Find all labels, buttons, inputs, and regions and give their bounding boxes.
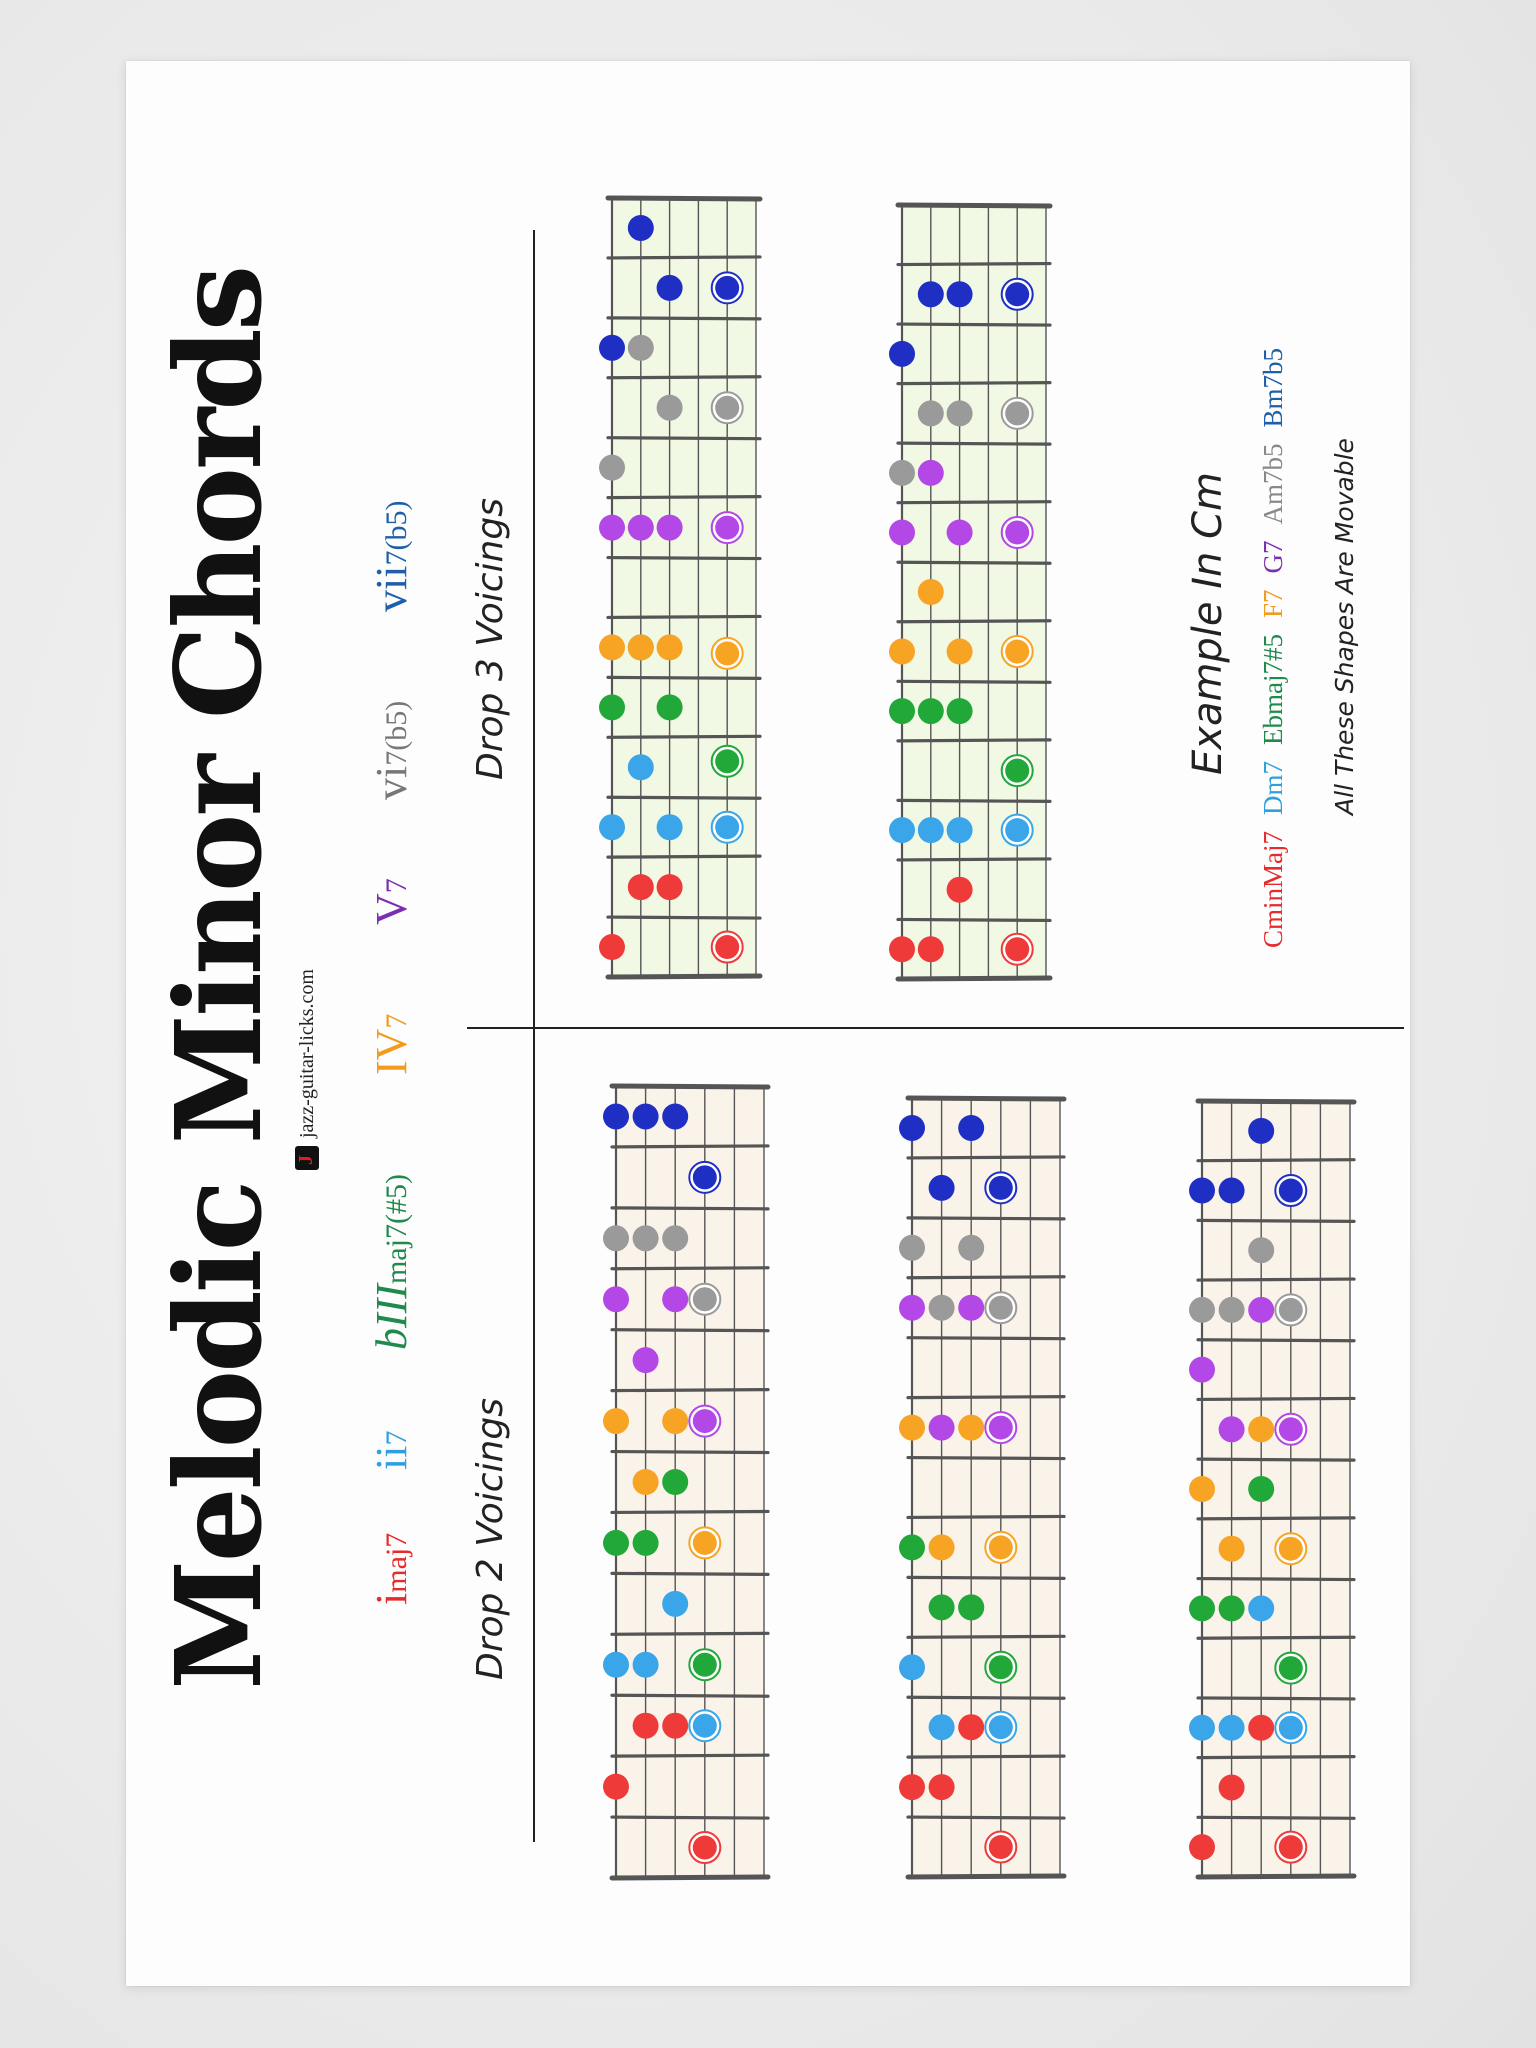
fret-line <box>908 1098 1064 1099</box>
chord-dot-lightblue <box>662 1591 688 1617</box>
legend-roman: bIII <box>367 1284 416 1350</box>
fret-line <box>908 1876 1064 1877</box>
fret-line <box>608 318 760 319</box>
fret-line <box>612 1511 768 1512</box>
legend-item-4 <box>367 878 416 925</box>
chord-dot-gray <box>918 400 944 426</box>
chord-dot-lightblue <box>947 817 973 843</box>
legend-roman: V <box>367 893 416 925</box>
legend-quality: 7 <box>380 1430 413 1446</box>
chord-dot-purple <box>603 1286 629 1312</box>
chord-dot-blue <box>599 335 625 361</box>
fretboard-drop2-3 <box>1194 1093 1358 1885</box>
chord-dot-blue <box>1219 1178 1245 1204</box>
chord-dot-gray-root <box>989 1296 1013 1320</box>
chord-dot-red-root <box>989 1835 1013 1859</box>
legend-quality: 7 <box>380 878 413 894</box>
chord-dot-purple <box>929 1415 955 1441</box>
fret-line <box>908 1697 1064 1698</box>
fretboard-drop3-1 <box>604 190 764 985</box>
fret-line <box>1198 1220 1354 1221</box>
fret-line <box>612 1452 768 1453</box>
chord-dot-orange <box>603 1408 629 1434</box>
fret-line <box>612 1208 768 1209</box>
chord-dot-blue <box>947 281 973 307</box>
chord-dot-red <box>633 1713 659 1739</box>
chord-dot-red <box>628 874 654 900</box>
chord-dot-lightblue <box>889 817 915 843</box>
chord-dot-purple <box>899 1295 925 1321</box>
chord-dot-gray <box>1189 1297 1215 1323</box>
chord-dot-gray-root <box>715 396 739 420</box>
example-chord-2: Ebmaj7#5 <box>1258 634 1288 745</box>
chord-dot-blue <box>633 1103 659 1129</box>
chord-dot-green <box>947 698 973 724</box>
chord-dot-green <box>1219 1595 1245 1621</box>
chord-dot-orange <box>633 1469 659 1495</box>
chord-dot-red-root <box>1279 1835 1303 1859</box>
chord-dot-purple <box>599 515 625 541</box>
chord-dot-lightblue <box>1189 1715 1215 1741</box>
chord-dot-blue <box>958 1115 984 1141</box>
fret-line <box>898 919 1050 920</box>
fret-line <box>908 1218 1064 1219</box>
chord-dot-blue-root <box>1279 1179 1303 1203</box>
fret-line <box>608 917 760 918</box>
example-chord-0: CminMaj7 <box>1258 830 1288 948</box>
chord-dot-orange <box>899 1415 925 1441</box>
fretboard-background <box>912 1098 1060 1877</box>
chord-dot-gray <box>947 400 973 426</box>
fret-line <box>908 1577 1064 1578</box>
chord-dot-gray <box>1248 1237 1274 1263</box>
fret-line <box>612 1817 768 1818</box>
chord-dot-blue-root <box>1005 282 1029 306</box>
chord-dot-gray-root <box>1005 401 1029 425</box>
fret-line <box>612 1390 768 1391</box>
chord-dot-red <box>947 877 973 903</box>
chord-dot-blue <box>1189 1178 1215 1204</box>
chord-dot-purple-root <box>1279 1417 1303 1441</box>
fret-line <box>608 856 760 857</box>
chord-dot-blue <box>889 341 915 367</box>
fret-line <box>898 264 1050 265</box>
drop2-label: Drop 2 Voicings <box>470 1398 511 1680</box>
chord-dot-purple-root <box>1005 520 1029 544</box>
chord-dot-red <box>1189 1834 1215 1860</box>
chord-dot-red <box>1219 1774 1245 1800</box>
chord-dot-purple <box>947 519 973 545</box>
fret-line <box>608 797 760 798</box>
chord-dot-blue <box>929 1175 955 1201</box>
chord-dot-orange <box>599 634 625 660</box>
fret-line <box>612 1755 768 1756</box>
chord-dot-lightblue <box>657 814 683 840</box>
chord-dot-red <box>1248 1715 1274 1741</box>
chord-dot-red-root <box>715 935 739 959</box>
fret-line <box>1198 1101 1354 1102</box>
fret-line <box>898 205 1050 206</box>
legend-item-2 <box>367 1174 416 1350</box>
chord-dot-lightblue-root <box>693 1714 717 1738</box>
fretboard-drop3-2 <box>894 197 1054 987</box>
chord-dot-purple <box>1189 1357 1215 1383</box>
fret-line <box>898 740 1050 741</box>
chord-dot-gray <box>929 1295 955 1321</box>
chord-dot-orange-root <box>1279 1537 1303 1561</box>
poster-title: Melodic Minor Chords <box>149 267 288 1690</box>
chord-dot-orange-root <box>715 641 739 665</box>
chord-dot-gray-root <box>1279 1298 1303 1322</box>
chord-dot-red <box>929 1774 955 1800</box>
fret-line <box>608 438 760 439</box>
fret-line <box>908 1338 1064 1339</box>
chord-dot-purple <box>662 1286 688 1312</box>
chord-dot-gray <box>1219 1297 1245 1323</box>
chord-dot-orange <box>1219 1536 1245 1562</box>
chord-dot-red <box>889 936 915 962</box>
chord-dot-lightblue <box>1219 1715 1245 1741</box>
fret-line <box>1198 1876 1354 1877</box>
chord-dot-green <box>1189 1595 1215 1621</box>
chord-dot-purple <box>633 1347 659 1373</box>
chord-dot-red <box>662 1713 688 1739</box>
fret-line <box>612 1268 768 1269</box>
chord-dot-green <box>929 1594 955 1620</box>
fret-line <box>608 976 760 977</box>
example-chord-5: Am7b5 <box>1258 443 1288 525</box>
chord-dot-blue <box>628 215 654 241</box>
legend-item-3 <box>367 1013 416 1075</box>
fret-line <box>1198 1579 1354 1580</box>
fret-line <box>898 621 1050 622</box>
chord-dot-gray <box>889 460 915 486</box>
chord-dot-green <box>662 1469 688 1495</box>
chord-dot-gray <box>662 1225 688 1251</box>
fret-line <box>908 1817 1064 1818</box>
chord-dot-green <box>899 1534 925 1560</box>
legend-item-0 <box>367 1532 416 1605</box>
fret-line <box>608 558 760 559</box>
chord-dot-blue-root <box>715 276 739 300</box>
fret-line <box>612 1086 768 1087</box>
fret-line <box>1198 1757 1354 1758</box>
section-divider-vertical <box>533 230 535 1842</box>
chord-dot-lightblue <box>899 1654 925 1680</box>
example-note: All These Shapes Are Movable <box>1330 438 1359 815</box>
fret-line <box>612 1330 768 1331</box>
legend-roman: ii <box>367 1445 416 1470</box>
fret-line <box>1198 1637 1354 1638</box>
chord-dot-green <box>603 1530 629 1556</box>
chord-dot-orange-root <box>693 1531 717 1555</box>
fret-line <box>608 616 760 617</box>
fretboard-background <box>612 198 756 977</box>
logo-icon <box>295 1146 319 1170</box>
example-heading: Example In Cm <box>1185 471 1231 775</box>
chord-dot-gray <box>633 1225 659 1251</box>
chord-dot-gray <box>599 455 625 481</box>
chord-dot-orange <box>1189 1476 1215 1502</box>
chord-dot-green-root <box>715 749 739 773</box>
chord-dot-green <box>657 694 683 720</box>
fret-line <box>612 1146 768 1147</box>
fret-line <box>898 978 1050 979</box>
legend-quality: maj7 <box>380 1532 413 1593</box>
fret-line <box>908 1636 1064 1637</box>
chord-dot-green <box>889 698 915 724</box>
example-chord-1: Dm7 <box>1258 760 1288 815</box>
chord-dot-purple <box>657 515 683 541</box>
fret-line <box>908 1458 1064 1459</box>
chord-dot-green-root <box>1005 759 1029 783</box>
drop3-label: Drop 3 Voicings <box>470 498 511 780</box>
fret-line <box>608 257 760 258</box>
chord-dot-lightblue <box>633 1652 659 1678</box>
chord-dot-red <box>657 874 683 900</box>
chord-dot-gray <box>628 335 654 361</box>
chord-dot-lightblue <box>599 814 625 840</box>
example-chord-3: F7 <box>1258 589 1288 618</box>
chord-dot-red <box>918 936 944 962</box>
chord-dot-purple <box>1219 1416 1245 1442</box>
chord-dot-green <box>958 1594 984 1620</box>
legend-quality: 7(b5) <box>380 700 413 766</box>
fret-line <box>612 1877 768 1878</box>
chord-dot-green <box>1248 1476 1274 1502</box>
legend-roman: vi <box>367 765 416 800</box>
fret-line <box>908 1756 1064 1757</box>
chord-dot-orange <box>628 634 654 660</box>
fret-line <box>608 198 760 199</box>
chord-dot-orange-root <box>1005 640 1029 664</box>
chord-dot-purple <box>1248 1297 1274 1323</box>
chord-dot-lightblue-root <box>1279 1716 1303 1740</box>
chord-dot-gray-root <box>693 1287 717 1311</box>
fret-line <box>1198 1398 1354 1399</box>
chord-dot-orange-root <box>989 1535 1013 1559</box>
chord-dot-gray <box>899 1235 925 1261</box>
fret-line <box>1198 1698 1354 1699</box>
fret-line <box>908 1157 1064 1158</box>
chord-dot-orange <box>1248 1416 1274 1442</box>
legend-quality: 7(b5) <box>380 500 413 566</box>
fretboard-drop2-1 <box>608 1078 772 1886</box>
chord-dot-purple <box>918 460 944 486</box>
chord-dot-gray <box>958 1235 984 1261</box>
chord-dot-purple-root <box>693 1409 717 1433</box>
example-chord-4: G7 <box>1258 540 1288 574</box>
chord-dot-red-root <box>693 1836 717 1860</box>
chord-dot-red <box>599 934 625 960</box>
fret-line <box>1198 1817 1354 1818</box>
fret-line <box>1198 1459 1354 1460</box>
legend-item-5 <box>367 700 416 800</box>
chord-dot-lightblue <box>918 817 944 843</box>
chord-dot-green <box>599 694 625 720</box>
chord-dot-lightblue-root <box>989 1715 1013 1739</box>
fret-line <box>908 1277 1064 1278</box>
fret-line <box>608 497 760 498</box>
fret-line <box>908 1397 1064 1398</box>
fret-line <box>898 562 1050 563</box>
site-url: jazz-guitar-licks.com <box>295 969 318 1138</box>
chord-dot-blue <box>918 281 944 307</box>
chord-dot-green-root <box>1279 1656 1303 1680</box>
chord-dot-red <box>958 1714 984 1740</box>
chord-dot-orange <box>662 1408 688 1434</box>
legend-roman: i <box>367 1592 416 1605</box>
chord-dot-blue <box>603 1103 629 1129</box>
chord-dot-purple <box>958 1295 984 1321</box>
fret-line <box>908 1516 1064 1517</box>
chord-dot-gray <box>657 395 683 421</box>
legend-quality: maj7(#5) <box>380 1174 413 1285</box>
fretboard-background <box>1202 1101 1350 1877</box>
fret-line <box>612 1633 768 1634</box>
fret-line <box>1198 1340 1354 1341</box>
legend-roman: vii <box>367 565 416 612</box>
fret-line <box>608 736 760 737</box>
legend-item-6 <box>367 500 416 612</box>
fret-line <box>898 443 1050 444</box>
chord-dot-red-root <box>1005 937 1029 961</box>
chord-dot-purple <box>889 519 915 545</box>
chord-dot-gray <box>603 1225 629 1251</box>
chord-dot-blue <box>1248 1118 1274 1144</box>
fret-line <box>608 677 760 678</box>
example-chord-6: Bm7b5 <box>1258 347 1288 428</box>
fret-line <box>1198 1518 1354 1519</box>
chord-dot-orange <box>958 1415 984 1441</box>
chord-dot-orange <box>657 634 683 660</box>
chord-dot-green-root <box>693 1653 717 1677</box>
fret-line <box>898 324 1050 325</box>
chord-dot-red <box>899 1774 925 1800</box>
chord-dot-purple-root <box>989 1416 1013 1440</box>
chord-dot-orange <box>889 639 915 665</box>
chord-dot-blue <box>657 275 683 301</box>
example-chord-list <box>1258 348 1289 948</box>
chord-dot-green <box>633 1530 659 1556</box>
chord-dot-blue-root <box>989 1176 1013 1200</box>
chord-dot-lightblue-root <box>1005 818 1029 842</box>
chord-dot-purple-root <box>715 516 739 540</box>
chord-dot-orange <box>947 639 973 665</box>
chord-dot-lightblue <box>929 1714 955 1740</box>
fret-line <box>1198 1279 1354 1280</box>
fret-line <box>898 800 1050 801</box>
section-divider-horizontal <box>467 1027 1404 1029</box>
chord-dot-green <box>918 698 944 724</box>
legend-quality: 7 <box>380 1013 413 1029</box>
chord-dot-blue <box>662 1103 688 1129</box>
chord-dot-lightblue <box>1248 1595 1274 1621</box>
chord-dot-lightblue <box>603 1652 629 1678</box>
fret-line <box>898 681 1050 682</box>
fret-line <box>612 1573 768 1574</box>
fret-line <box>898 383 1050 384</box>
chord-dot-green-root <box>989 1655 1013 1679</box>
fret-line <box>608 377 760 378</box>
chord-dot-purple <box>628 515 654 541</box>
fret-line <box>1198 1160 1354 1161</box>
chord-dot-blue-root <box>693 1165 717 1189</box>
fretboard-drop2-2 <box>904 1090 1068 1885</box>
fret-line <box>898 502 1050 503</box>
chord-dot-lightblue-root <box>715 815 739 839</box>
chord-dot-blue <box>899 1115 925 1141</box>
chord-dot-orange <box>918 579 944 605</box>
chord-dot-orange <box>929 1534 955 1560</box>
fret-line <box>898 859 1050 860</box>
chord-dot-lightblue <box>628 754 654 780</box>
legend-roman: IV <box>367 1028 416 1075</box>
legend-item-1 <box>367 1430 416 1470</box>
fret-line <box>612 1695 768 1696</box>
chord-dot-red <box>603 1774 629 1800</box>
site-logo <box>295 969 319 1170</box>
